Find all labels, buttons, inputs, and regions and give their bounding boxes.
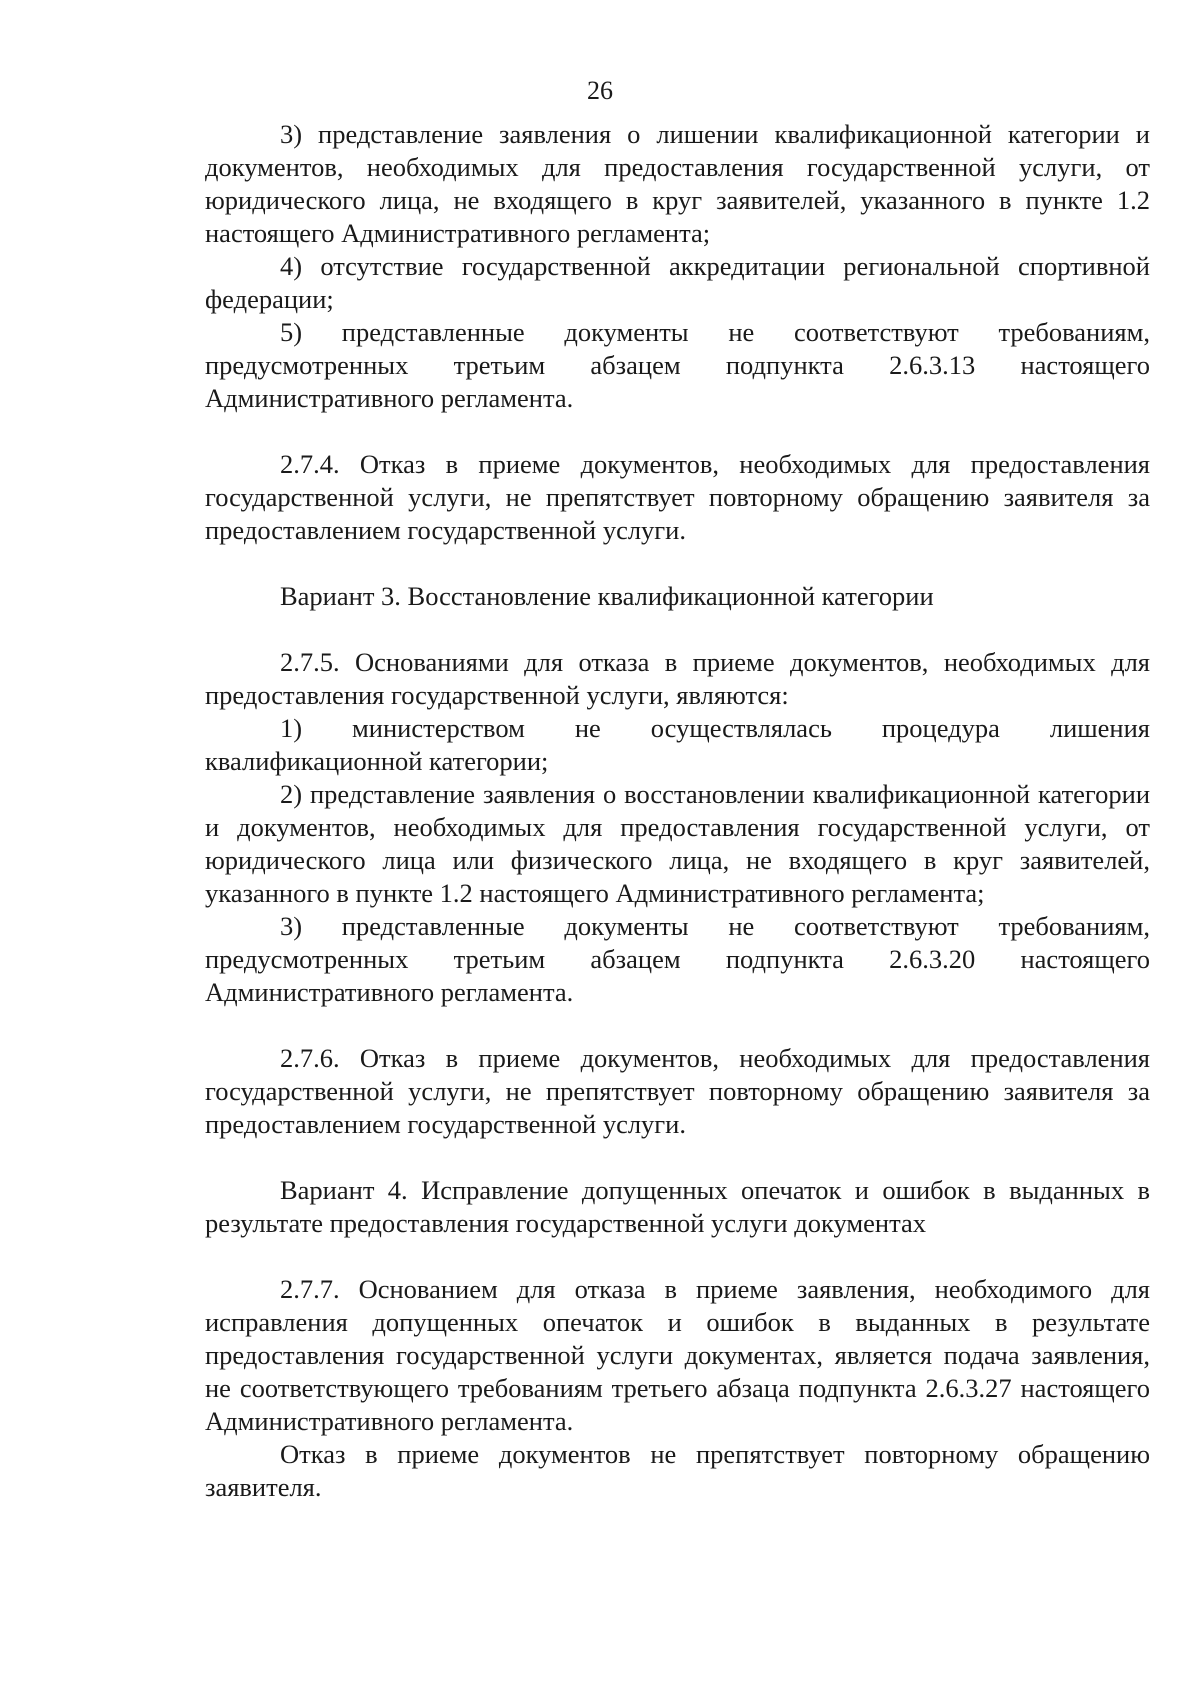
page-number: 26 (587, 76, 613, 105)
list-item-1: 1) министерством не осуществлялась процедура лишения квалификационной категории; (205, 713, 1150, 776)
clause-2-7-7: 2.7.7. Основанием для отказа в приеме заявления, необходимого для исправления допущенных опечаток и ошибок в выданных в результате предоставления государственной услуги документах, является подача заявления, не соответствующего требованиям третьего абзаца подпункта 2.6.3.27 настоящего Административного регламента. (205, 1274, 1150, 1436)
list-item-4: 4) отсутствие государственной аккредитации региональной спортивной федерации; (205, 251, 1150, 314)
list-item-2: 2) представление заявления о восстановлении квалификационной категории и документов, необходимых для предоставления государственной услуги, от юридического лица или физического лица, не входящего в круг заявителей, указанного в пункте 1.2 настоящего Административного регламента; (205, 779, 1150, 908)
clause-2-7-4: 2.7.4. Отказ в приеме документов, необходимых для предоставления государственной услуги, не препятствует повторному обращению заявителя за предоставлением государственной услуги. (205, 449, 1150, 545)
clause-2-7-6: 2.7.6. Отказ в приеме документов, необходимых для предоставления государственной услуги, не препятствует повторному обращению заявителя за предоставлением государственной услуги. (205, 1043, 1150, 1139)
list-item-5: 5) представленные документы не соответствуют требованиям, предусмотренных третьим абзацем подпункта 2.6.3.13 настоящего Административного регламента. (205, 317, 1150, 413)
list-item-3b: 3) представленные документы не соответствуют требованиям, предусмотренных третьим абзацем подпункта 2.6.3.20 настоящего Административного регламента. (205, 911, 1150, 1007)
list-item-3: 3) представление заявления о лишении квалификационной категории и документов, необходимых для предоставления государственной услуги, от юридического лица, не входящего в круг заявителей, указанного в пункте 1.2 настоящего Административного регламента; (205, 119, 1150, 248)
clause-2-7-5: 2.7.5. Основаниями для отказа в приеме документов, необходимых для предоставления государственной услуги, являются: (205, 647, 1150, 710)
section-heading-variant-3: Вариант 3. Восстановление квалификационной категории (280, 581, 934, 611)
closing-paragraph: Отказ в приеме документов не препятствует повторному обращению заявителя. (205, 1439, 1150, 1502)
document-body (205, 118, 1150, 1504)
section-heading-variant-4: Вариант 4. Исправление допущенных опечаток и ошибок в выданных в результате предоставления государственной услуги документах (205, 1175, 1150, 1238)
